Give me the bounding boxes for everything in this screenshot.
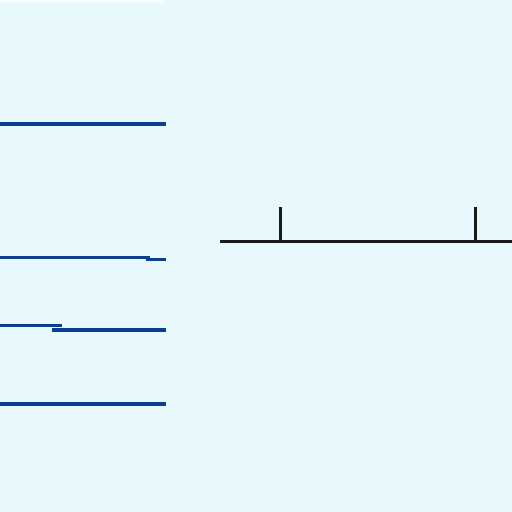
slider-handle-left[interactable] xyxy=(279,207,282,242)
menu-line-1[interactable] xyxy=(0,122,166,126)
menu-line-3[interactable] xyxy=(0,324,62,327)
menu-line-4[interactable] xyxy=(0,402,166,406)
slider-track[interactable] xyxy=(220,240,512,243)
menu-line-2-tail xyxy=(146,258,166,261)
menu xyxy=(0,0,170,512)
menu-line-2[interactable] xyxy=(0,256,150,259)
menu-line-3-tail xyxy=(52,328,166,332)
slider-handle-right[interactable] xyxy=(474,207,477,242)
